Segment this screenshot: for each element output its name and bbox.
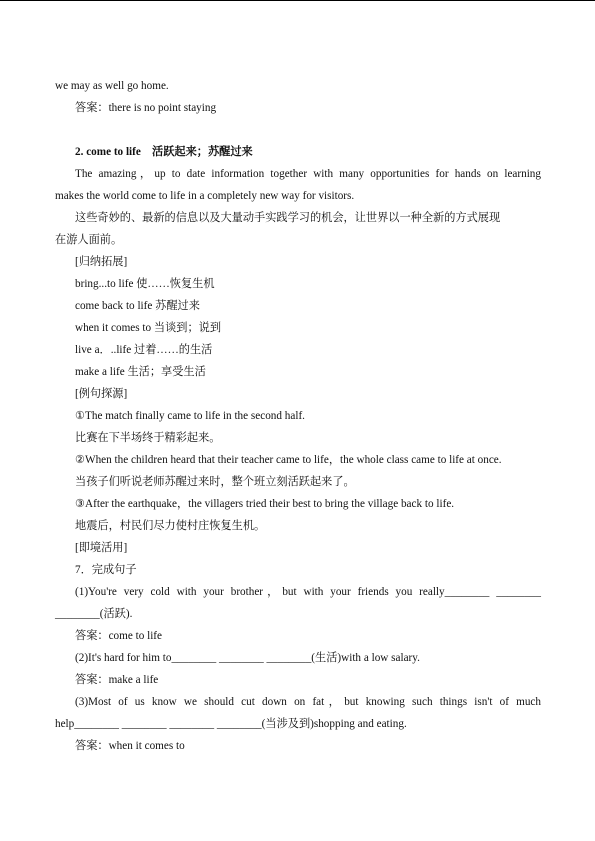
- subsection-label: [例句探源]: [75, 388, 128, 400]
- phrase-item: come back to life 苏醒过来: [75, 300, 200, 312]
- page-top-rule: [0, 0, 595, 1]
- example-sentence: ②When the children heard that their teacher came to life，the whole class came to life at once.: [75, 454, 502, 466]
- phrase-item: make a life 生活；享受生活: [75, 366, 206, 378]
- example-translation: 地震后，村民们尽力使村庄恢复生机。: [75, 520, 266, 532]
- exercise-title: 7．完成句子: [75, 564, 137, 576]
- text-line: makes the world come to life in a completely new way for visitors.: [55, 190, 355, 202]
- phrase-item: when it comes to 当谈到；说到: [75, 322, 222, 334]
- example-sentence: ③After the earthquake，the villagers tried their best to bring the village back to life.: [75, 498, 455, 510]
- phrase-item: bring...to life 使……恢复生机: [75, 278, 215, 290]
- text-line: The amazing，up to date information together with many opportunities for hands on learning: [75, 168, 541, 180]
- translation-line: 这些奇妙的、最新的信息以及大量动手实践学习的机会，让世界以一种全新的方式展现: [75, 212, 501, 224]
- answer-line: 答案：make a life: [75, 674, 159, 686]
- translation-line: 在游人面前。: [55, 234, 123, 246]
- subsection-label: [归纳拓展]: [75, 256, 128, 268]
- exercise-question: (1)You're very cold with your brother，but with your friends you really________ ________: [75, 586, 541, 598]
- exercise-question: ________(活跃).: [55, 608, 133, 620]
- exercise-question: (2)It's hard for him to________ ________ ________(生活)with a low salary.: [75, 652, 420, 664]
- exercise-question: help________ ________ ________ ________(当涉及到)shopping and eating.: [55, 718, 407, 730]
- subsection-label: [即境活用]: [75, 542, 128, 554]
- answer-line: 答案：when it comes to: [75, 740, 185, 752]
- answer-line: 答案：there is no point staying: [75, 102, 217, 114]
- exercise-question: (3)Most of us know we should cut down on fat，but knowing such things isn't of much: [75, 696, 541, 708]
- example-sentence: ①The match finally came to life in the second half.: [75, 410, 305, 422]
- answer-line: 答案：come to life: [75, 630, 162, 642]
- section-heading: 2. come to life 活跃起来；苏醒过来: [75, 146, 253, 158]
- phrase-item: live a．..life 过着……的生活: [75, 344, 213, 356]
- text-line: we may as well go home.: [55, 80, 169, 92]
- example-translation: 比赛在下半场终于精彩起来。: [75, 432, 221, 444]
- example-translation: 当孩子们听说老师苏醒过来时，整个班立刻活跃起来了。: [75, 476, 355, 488]
